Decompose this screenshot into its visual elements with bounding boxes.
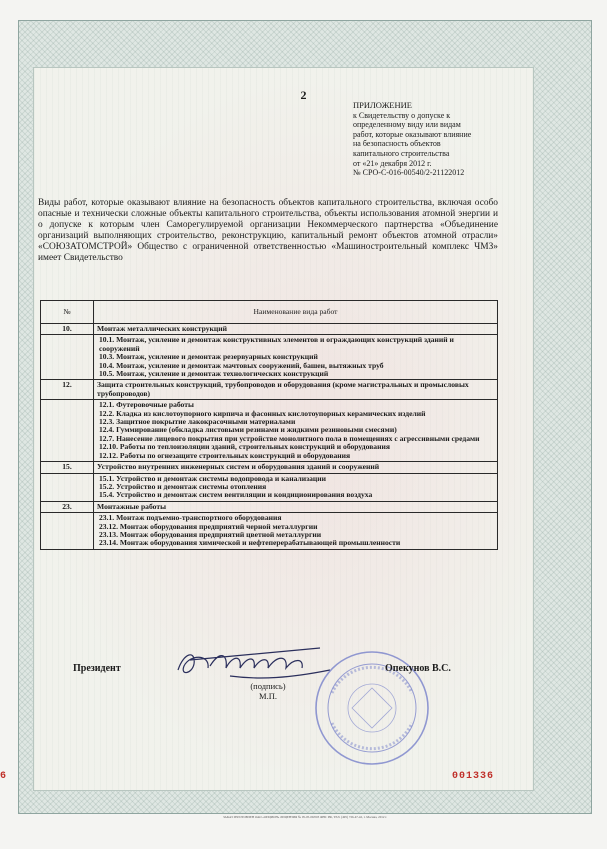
subitem-cell — [94, 335, 498, 380]
appendix-line: работ, которые оказывают влияние — [353, 129, 472, 139]
list-item: 15.2. Устройство и демонтаж системы отопления — [99, 481, 267, 491]
appendix-line: определенному виду или видам — [353, 120, 461, 130]
serial-number-fragment: 6 — [0, 771, 7, 782]
table-row — [41, 380, 498, 400]
subitem-cell — [94, 400, 498, 462]
appendix-line: на безопасность объектов — [353, 139, 441, 149]
group-title: Устройство внутренних инженерных систем и оборудования зданий и сооружений — [94, 462, 498, 473]
empty-cell — [41, 513, 94, 550]
subitem-cell — [94, 473, 498, 501]
list-item: 12.10. Работы по теплоизоляции зданий, строительных конструкций и оборудования — [99, 442, 390, 452]
group-number: 23. — [41, 501, 94, 512]
group-number: 15. — [41, 462, 94, 473]
appendix-line: от «21» декабря 2012 г. — [353, 158, 432, 168]
empty-cell — [41, 473, 94, 501]
list-item: 23.14. Монтаж оборудования химической и нефтеперерабатывающей промышленности — [99, 538, 401, 548]
empty-cell — [41, 400, 94, 462]
printer-footer: ЗАКАЗ ИЗГОТОВЛЕН ОАО «ОПЦИОН» ЛИЦЕНЗИЯ № 05-05-09/003 ФНС РФ, ТЕЛ. (495) 726-47-42, г. Москва, 2012 г. — [222, 815, 388, 819]
serial-number: 001336 — [452, 771, 495, 782]
table-row — [41, 513, 498, 550]
header-number: № — [41, 301, 94, 324]
page-number: 2 — [300, 88, 307, 102]
list-item: 12.12. Работы по огнезащите строительных конструкций и оборудования — [99, 450, 351, 460]
table-row — [41, 462, 498, 473]
appendix-title: ПРИЛОЖЕНИЕ — [353, 100, 412, 110]
group-title: Монтаж металлических конструкций — [94, 324, 498, 335]
appendix-line: к Свидетельству о допуске к — [353, 110, 451, 120]
list-item: 12.2. Кладка из кислотоупорного кирпича и фасонных кислотоупорных керамических изделий — [99, 408, 426, 418]
intro-paragraph: Виды работ, которые оказывают влияние на безопасность объектов капитального строительства, включая особо опасные и технически сложные объекты капитального строительства, объекты использования атомной энергии и о допуске к которым член Саморегулируемой организации Некоммерческого партнерства «Объединение организаций выполняющих строительство, реконструкцию, капитальный ремонт объектов атомной отрасли» «СОЮЗАТОМСТРОЙ» Общество с ограниченной ответственностью «Машиностроительный комплекс ЧМЗ» имеет Свидетельство — [38, 198, 498, 263]
list-item: 23.1. Монтаж подъемно-транспортного оборудования — [99, 513, 282, 523]
signer-name: Опекунов В.С. — [385, 663, 451, 674]
group-number: 10. — [41, 324, 94, 335]
signature-label: (подпись) — [250, 681, 286, 691]
list-item: 10.5. Монтаж, усиление и демонтаж технологических конструкций — [99, 369, 329, 379]
works-table — [40, 300, 498, 550]
list-item: 15.1. Устройство и демонтаж системы водопровода и канализации — [99, 473, 327, 483]
list-item: 10.4. Монтаж, усиление и демонтаж мачтовых сооружений, башен, вытяжных труб — [99, 360, 384, 370]
list-item: 23.13. Монтаж оборудования предприятий цветной металлургии — [99, 529, 322, 539]
stamp-label: М.П. — [259, 691, 277, 701]
table-row — [41, 335, 498, 380]
header-work-name: Наименование вида работ — [94, 301, 498, 324]
table-row — [41, 324, 498, 335]
appendix-block — [353, 101, 533, 178]
group-title: Защита строительных конструкций, трубопроводов и оборудования (кроме магистральных и промысловых трубопроводов) — [94, 380, 498, 400]
list-item: 12.3. Защитное покрытие лакокрасочными материалами — [99, 417, 296, 427]
signer-position: Президент — [73, 663, 121, 674]
list-item: 23.12. Монтаж оборудования предприятий черной металлургии — [99, 521, 318, 531]
signature-caption — [238, 681, 298, 701]
list-item: 10.1. Монтаж, усиление и демонтаж конструктивных элементов и ограждающих конструкций зданий и сооружений — [99, 335, 454, 353]
group-title: Монтажные работы — [94, 501, 498, 512]
list-item: 15.4. Устройство и демонтаж систем вентиляции и кондиционирования воздуха — [99, 490, 373, 500]
empty-cell — [41, 335, 94, 380]
table-header-row — [41, 301, 498, 324]
subitem-cell — [94, 513, 498, 550]
table-row — [41, 473, 498, 501]
list-item: 12.1. Футеровочные работы — [99, 400, 194, 410]
list-item: 12.7. Нанесение лицевого покрытия при устройстве монолитного пола в помещениях с агрессивными средами — [99, 433, 480, 443]
appendix-line: капитального строительства — [353, 148, 450, 158]
table-row — [41, 501, 498, 512]
list-item: 12.4. Гуммирование (обкладка листовыми резинами и жидкими резиновыми смесями) — [99, 425, 397, 435]
group-number: 12. — [41, 380, 94, 400]
appendix-line: № СРО-С-016-00540/2-21122012 — [353, 168, 465, 178]
list-item: 10.3. Монтаж, усиление и демонтаж резервуарных конструкций — [99, 352, 318, 362]
table-row — [41, 400, 498, 462]
